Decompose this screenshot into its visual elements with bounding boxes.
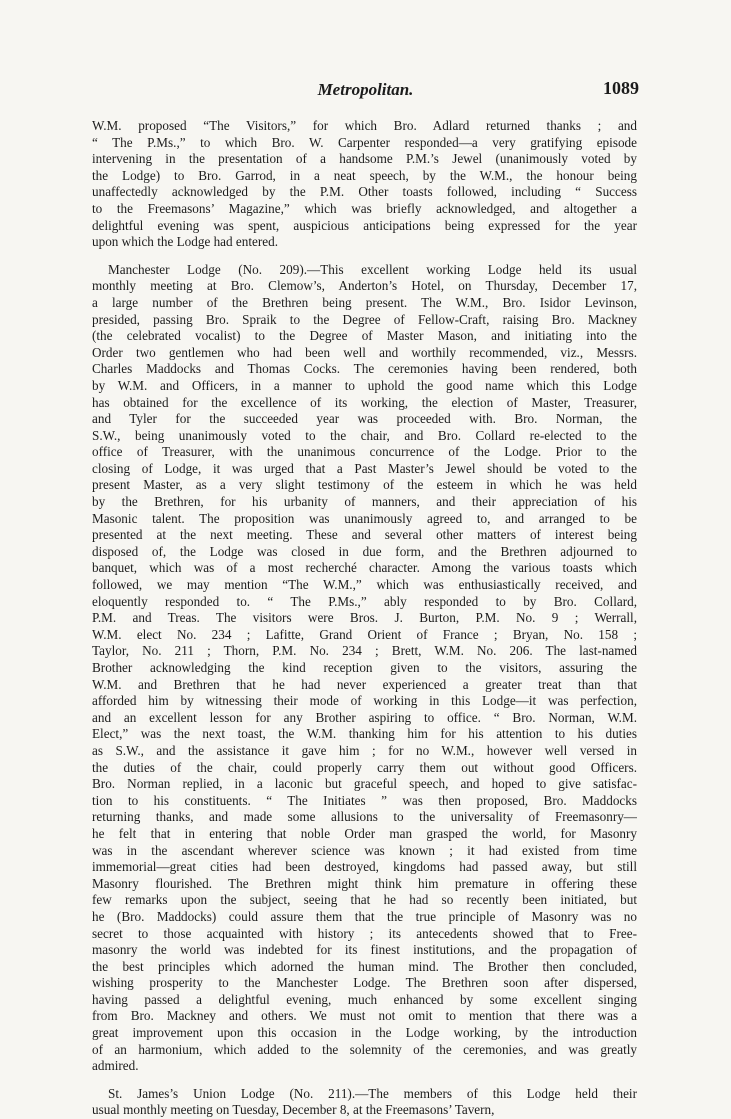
text-line: was in the ascendant wherever science was known ; it had existed from time: [92, 842, 637, 858]
text-line: he felt that in entering that noble Order man grasped the world, for Masonry: [92, 825, 637, 841]
text-line: from Bro. Mackney and others. We must not omit to mention that there was a: [92, 1008, 637, 1024]
text-line: Manchester Lodge (No. 209).—This excellent working Lodge held its usual: [108, 261, 637, 277]
text-line: upon which the Lodge had entered.: [92, 234, 279, 250]
text-line: eloquently responded to. “ The P.Ms.,” ably responded to by Bro. Collard,: [92, 593, 637, 609]
text-line: tion to his constituents. “ The Initiates ” was then proposed, Bro. Maddocks: [92, 792, 637, 808]
text-line: “ The P.Ms.,” to which Bro. W. Carpenter responded—a very gratifying episode: [92, 134, 637, 150]
text-line: intervening in the presentation of a handsome P.M.’s Jewel (unanimously voted by: [92, 151, 637, 167]
text-line: has obtained for the excellence of its working, the election of Master, Treasurer,: [92, 394, 637, 410]
text-line: the duties of the chair, could properly carry them out without good Officers.: [92, 759, 637, 775]
text-line: present Master, as a very slight testimony of the esteem in which he was held: [92, 477, 637, 493]
article-body: [92, 118, 637, 1119]
text-line: a large number of the Brethren being present. The W.M., Bro. Isidor Levinson,: [92, 294, 637, 310]
text-line: Bro. Norman replied, in a laconic but graceful speech, and hoped to give satisfac-: [92, 776, 637, 792]
text-line: office of Treasurer, with the unanimous concurrence of the Lodge. Prior to the: [92, 444, 637, 460]
text-line: Order two gentlemen who had been well and worthily recommended, viz., Messrs.: [92, 344, 637, 360]
text-line: usual monthly meeting on Tuesday, December 8, at the Freemasons’ Tavern,: [92, 1102, 495, 1118]
text-line: Elect,” was the next toast, the W.M. thanking him for his attention to his duties: [92, 726, 637, 742]
paragraph: [92, 118, 637, 251]
page-number: 1089: [603, 78, 639, 98]
text-line: Charles Maddocks and Thomas Cocks. The ceremonies having been rendered, both: [92, 361, 637, 377]
text-line: presided, passing Bro. Spraik to the Degree of Fellow-Craft, raising Bro. Mackney: [92, 311, 637, 327]
text-line: admired.: [92, 1058, 139, 1074]
text-line: Masonry flourished. The Brethren might think him premature in offering these: [92, 875, 637, 891]
paragraph: [92, 1086, 637, 1119]
text-line: disposed of, the Lodge was closed in due form, and the Brethren adjourned to: [92, 543, 637, 559]
text-line: S.W., being unanimously voted to the chair, and Bro. Collard re-elected to the: [92, 427, 637, 443]
text-line: having passed a delightful evening, much enhanced by some excellent singing: [92, 991, 637, 1007]
text-line: as S.W., and the assistance it gave him ; for no W.M., however well versed in: [92, 742, 637, 758]
text-line: the best principles which adorned the human mind. The Brother then concluded,: [92, 958, 637, 974]
text-line: Brother acknowledging the kind reception given to the visitors, assuring the: [92, 660, 637, 675]
text-line: wishing prosperity to the Manchester Lodge. The Brethren soon after dispersed,: [92, 975, 637, 991]
text-line: (the celebrated vocalist) to the Degree of Master Mason, and initiating into the: [92, 328, 637, 344]
text-line: unaffectedly acknowledged by the P.M. Other toasts followed, including “ Success: [92, 184, 637, 200]
text-line: secret to those acquainted with history ; its antecedents showed that to Free-: [92, 925, 637, 941]
text-line: Masonic talent. The proposition was unanimously agreed to, and arranged to be: [92, 510, 637, 526]
text-line: to the Freemasons’ Magazine,” which was briefly acknowledged, and altogether a: [92, 200, 637, 216]
text-line: masonry the world was indebted for its finest institutions, and the propagation of: [92, 942, 637, 958]
section-title: Metropolitan.: [317, 80, 414, 99]
text-line: W.M. elect No. 234 ; Lafitte, Grand Orient of France ; Bryan, No. 158 ;: [92, 626, 637, 642]
text-line: St. James’s Union Lodge (No. 211).—The members of this Lodge held their: [108, 1085, 637, 1101]
text-line: monthly meeting at Bro. Clemow’s, Anderton’s Hotel, on Thursday, December 17,: [92, 278, 637, 294]
text-line: he (Bro. Maddocks) could assure them that the true principle of Masonry was no: [92, 908, 637, 924]
text-line: Taylor, No. 211 ; Thorn, P.M. No. 234 ; Brett, W.M. No. 206. The last-named: [92, 643, 637, 659]
text-line: and Tyler for the succeeded year was proceeded with. Bro. Norman, the: [92, 411, 637, 427]
text-line: W.M. and Brethren that he had never experienced a greater treat than that: [92, 676, 637, 692]
running-head: [92, 78, 639, 102]
text-line: immemorial—great cities had been destroyed, kingdoms had passed away, but still: [92, 859, 637, 875]
text-line: of an harmonium, which added to the solemnity of the ceremonies, and was greatly: [92, 1041, 637, 1057]
text-line: and an excellent lesson for any Brother aspiring to office. “ Bro. Norman, W.M.: [92, 709, 637, 725]
text-line: followed, we may mention “The W.M.,” which was enthusiastically received, and: [92, 577, 637, 593]
text-line: by the Brethren, for his urbanity of manners, and their appreciation of his: [92, 494, 637, 510]
text-line: afforded him by witnessing their mode of working in this Lodge—it was perfection,: [92, 693, 637, 709]
text-line: returning thanks, and made some allusions to the universality of Freemasonry—: [92, 809, 637, 825]
text-line: the Lodge) to Bro. Garrod, in a neat speech, by the W.M., the honour being: [92, 167, 637, 183]
text-line: banquet, which was of a most recherché character. Among the various toasts which: [92, 560, 637, 576]
text-line: closing of Lodge, it was urged that a Past Master’s Jewel should be voted to the: [92, 460, 637, 476]
text-line: by W.M. and Officers, in a manner to uphold the good name which this Lodge: [92, 377, 637, 393]
text-line: few remarks upon the subject, seeing that he had so recently been initiated, but: [92, 892, 637, 908]
text-line: presented at the next meeting. These and several other matters of interest being: [92, 527, 637, 543]
paragraph: [92, 262, 637, 1075]
text-line: great improvement upon this occasion in the Lodge working, by the introduction: [92, 1025, 637, 1041]
text-line: P.M. and Treas. The visitors were Bros. J. Burton, P.M. No. 9 ; Werrall,: [92, 610, 637, 626]
text-line: W.M. proposed “The Visitors,” for which Bro. Adlard returned thanks ; and: [92, 118, 637, 133]
text-line: delightful evening was spent, auspicious anticipations being expressed for the year: [92, 217, 637, 233]
